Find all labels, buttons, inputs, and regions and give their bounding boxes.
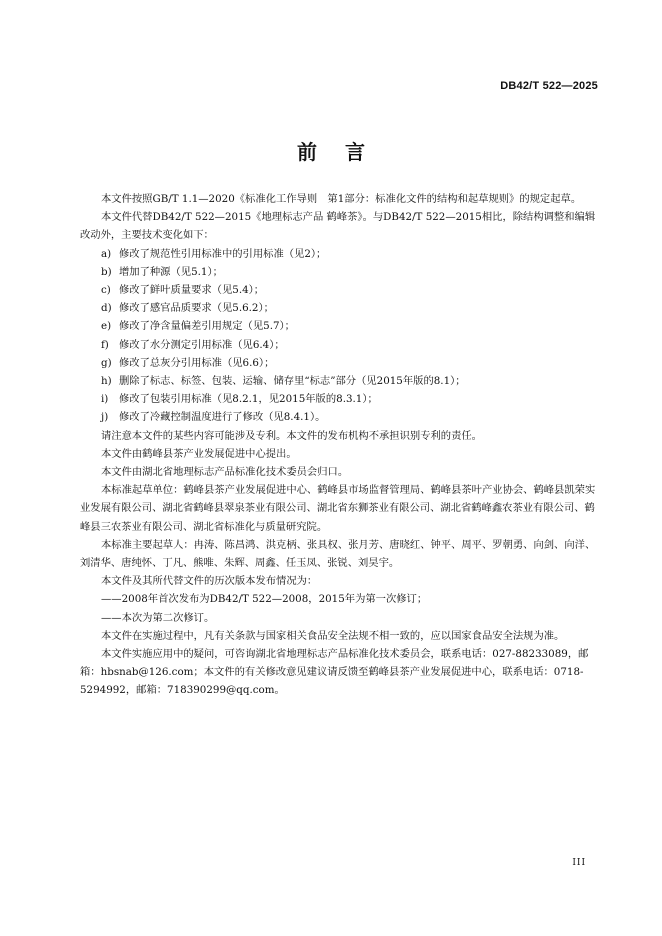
page-number: III (572, 858, 586, 868)
document-code: DB42/T 522—2025 (500, 80, 598, 92)
paragraph-drafting-basis: 本文件按照GB/T 1.1—2020《标准化工作导则 第1部分：标准化文件的结构和起草规则》的规定起草。 (101, 193, 582, 205)
list-item: g) 修改了总灰分引用标准（见6.6）； (101, 356, 275, 369)
paragraph-proposer: 本文件由鹤峰县茶产业发展促进中心提出。 (101, 447, 297, 460)
list-item: d) 修改了感官品质要求（见5.6.2）； (101, 302, 274, 315)
paragraph-drafting-units: 本标准起草单位：鹤峰县茶产业发展促进中心、鹤峰县市场监督管理局、鹤峰县茶叶产业协会、鹤峰县凯荣实业发展有限公司、湖北省鹤峰县翠泉茶业有限公司、湖北省东狮茶业有限公司、湖北省鹤峰鑫农茶业有限公司、鹤峰县三农茶业有限公司、湖北省标准化与质量研究院。 (80, 484, 596, 533)
changes-list (80, 245, 600, 427)
list-item: j) 修改了冷藏控制温度进行了修改（见8.4.1）。 (101, 411, 326, 424)
paragraph-version-history: 本文件及其所代替文件的历次版本发布情况为： (101, 575, 318, 588)
history-item: ——本次为第二次修订。 (101, 611, 215, 624)
list-item: f) 修改了水分测定引用标准（见6.4）； (101, 338, 285, 351)
paragraph-contact-info: 本文件实施应用中的疑问，可咨询湖北省地理标志产品标准化技术委员会，联系电话：027-88233089，邮箱：hbsnab@126.com；本文件的有关修改意见建议请反馈至鹤峰县茶产业发展促进中心，联系电话：0718-5294992，邮箱：718390299@qq.com。 (80, 648, 589, 697)
paragraph-administrator: 本文件由湖北省地理标志产品标准化技术委员会归口。 (101, 466, 349, 479)
page-title: 前言 (297, 140, 393, 164)
list-item: h) 删除了标志、标签、包装、运输、储存里“标志”部分（见2015年版的8.1）； (101, 375, 466, 388)
list-item: c) 修改了鲜叶质量要求（见5.4）； (101, 284, 265, 297)
paragraph-drafters: 本标准主要起草人：冉涛、陈昌鸿、洪克柄、张具权、张月芳、唐晓红、钟平、周平、罗朝勇、向剑、向洋、刘清华、唐纯怀、丁凡、熊唯、朱辉、周鑫、任玉凤、张锐、刘昊宇。 (80, 538, 596, 570)
foreword-body (80, 190, 600, 700)
list-item: a) 修改了规范性引用标准中的引用标准（见2）； (101, 247, 327, 260)
list-item: e) 修改了净含量偏差引用规定（见5.7）； (101, 320, 295, 333)
list-item: b) 增加了种源（见5.1）； (101, 265, 223, 278)
history-item: ——2008年首次发布为DB42/T 522—2008，2015年为第一次修订； (101, 593, 428, 606)
list-item: i) 修改了包装引用标准（见8.2.1，见2015年版的8.3.1）； (101, 393, 378, 406)
paragraph-replacement-note: 本文件代替DB42/T 522—2015《地理标志产品 鹤峰茶》。与DB42/T 522—2015相比，除结构调整和编辑改动外，主要技术变化如下： (80, 211, 596, 242)
paragraph-food-safety: 本文件在实施过程中，凡有关条款与国家相关食品安全法规不相一致的，应以国家食品安全法规为准。 (101, 629, 565, 642)
paragraph-patent-notice: 请注意本文件的某些内容可能涉及专利。本文件的发布机构不承担识别专利的责任。 (101, 429, 482, 442)
